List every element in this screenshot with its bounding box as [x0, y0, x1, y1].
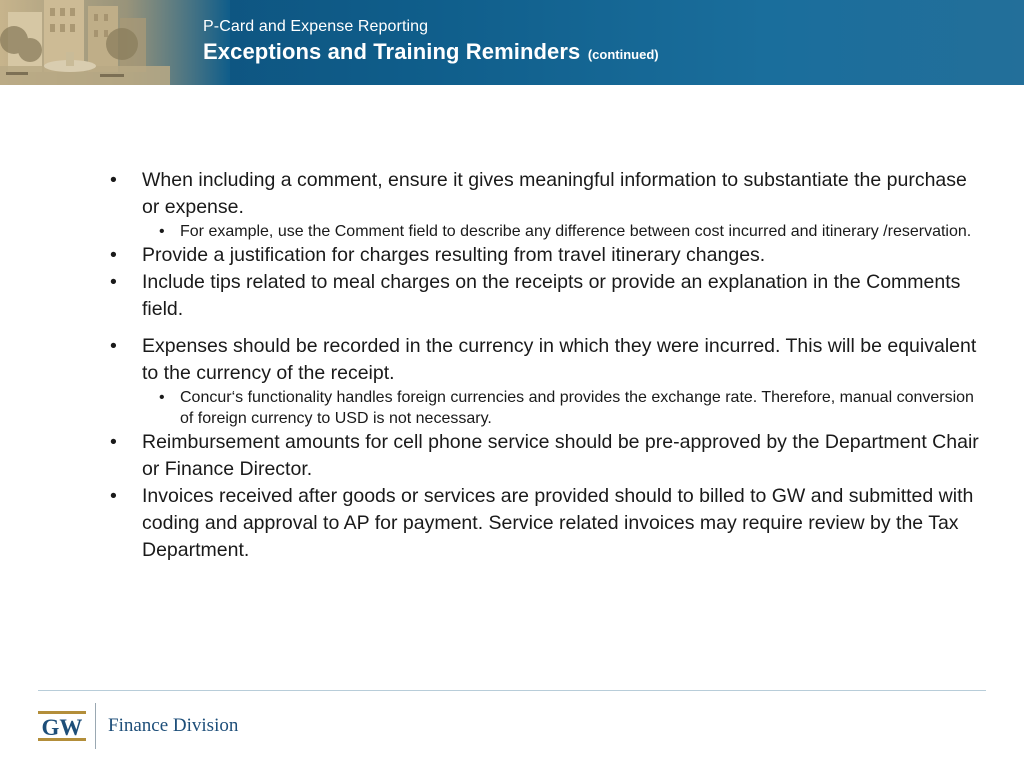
slide-body: [108, 167, 988, 564]
bullet-marker: •: [110, 271, 117, 293]
sub-bullet-item: [108, 221, 988, 242]
bullet-item: [108, 242, 988, 269]
gw-logo-letters: GW: [41, 715, 83, 740]
title-block: [203, 17, 659, 65]
gw-finance-logo: [38, 703, 258, 749]
slide-header: [0, 0, 1024, 85]
bullet-marker: •: [110, 485, 117, 507]
bullet-item: [108, 167, 988, 221]
division-name: Finance Division: [108, 715, 239, 736]
footer-divider: [38, 690, 986, 691]
bullet-item: [108, 269, 988, 323]
bullet-text: When including a comment, ensure it gives meaningful information to substantiate the purchase or expense.: [142, 169, 967, 218]
gw-logo-mark: [38, 711, 86, 741]
bullet-marker: •: [110, 244, 117, 266]
bullet-text: Include tips related to meal charges on the receipts or provide an explanation in the Comments field.: [142, 271, 961, 320]
bullet-text: Invoices received after goods or services are provided should to billed to GW and submitted with coding and approval to AP for payment. Service related invoices may require review by the Tax Department.: [142, 485, 974, 561]
slide-title-suffix: (continued): [587, 47, 659, 62]
slide-title: Exceptions and Training Reminders: [203, 39, 581, 64]
bullet-item: [108, 429, 988, 483]
bullet-text: Provide a justification for charges resulting from travel itinerary changes.: [142, 244, 766, 266]
bullet-marker: •: [110, 169, 117, 191]
sub-bullet-text: Concur‘s functionality handles foreign currencies and provides the exchange rate. Therefore, manual conversion of foreign currency to USD is not necessary.: [180, 389, 974, 427]
bullet-marker: •: [110, 335, 117, 357]
sub-bullet-item: [108, 387, 988, 429]
slide-title-line: [203, 39, 659, 65]
bullet-marker: •: [159, 223, 165, 240]
slide-subtitle: P-Card and Expense Reporting: [203, 18, 429, 35]
bullet-item: [108, 483, 988, 564]
bullet-marker: •: [110, 431, 117, 453]
bullet-marker: •: [159, 389, 165, 406]
bullet-item: [108, 333, 988, 387]
sub-bullet-text: For example, use the Comment field to describe any difference between cost incurred and itinerary /reservation.: [180, 223, 972, 240]
logo-divider: [95, 703, 96, 749]
campus-photo: [0, 0, 230, 85]
bullet-text: Expenses should be recorded in the currency in which they were incurred. This will be equivalent to the currency of the receipt.: [142, 335, 977, 384]
bullet-text: Reimbursement amounts for cell phone service should be pre-approved by the Department Chair or Finance Director.: [142, 431, 979, 480]
